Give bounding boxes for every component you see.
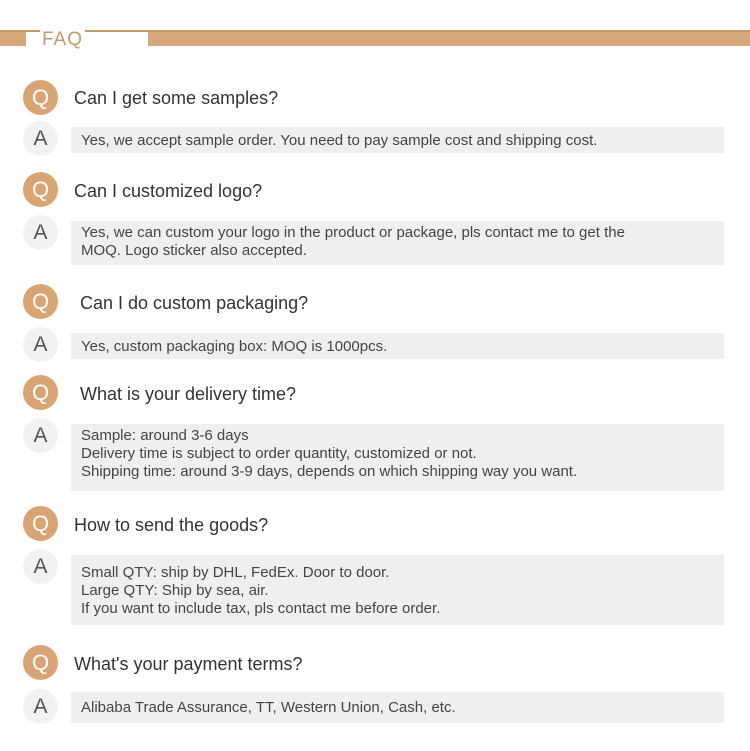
answer-box bbox=[71, 127, 724, 153]
answer-line: MOQ. Logo sticker also accepted. bbox=[81, 242, 307, 259]
answer-box bbox=[71, 333, 724, 359]
answer-line: Sample: around 3-6 days bbox=[81, 427, 249, 444]
question-marker-icon: Q bbox=[23, 80, 58, 115]
answer-box bbox=[71, 221, 724, 265]
answer-line: If you want to include tax, pls contact me before order. bbox=[81, 600, 441, 617]
question-text: What's your payment terms? bbox=[74, 654, 303, 674]
faq-title: FAQ bbox=[42, 29, 84, 50]
answer-line: Delivery time is subject to order quantity, customized or not. bbox=[81, 445, 477, 462]
answer-line: Yes, we can custom your logo in the product or package, pls contact me to get the bbox=[81, 224, 625, 241]
answer-box bbox=[71, 692, 724, 723]
answer-marker-icon: A bbox=[23, 549, 58, 584]
answer-marker-icon: A bbox=[23, 215, 58, 250]
header-accent-right bbox=[148, 32, 750, 46]
question-text: What is your delivery time? bbox=[80, 384, 297, 404]
question-marker-icon: Q bbox=[23, 172, 58, 207]
answer-line: Yes, we accept sample order. You need to pay sample cost and shipping cost. bbox=[81, 132, 598, 149]
question-text: Can I customized logo? bbox=[74, 181, 263, 201]
answer-line: Alibaba Trade Assurance, TT, Western Union, Cash, etc. bbox=[81, 699, 456, 716]
answer-line: Small QTY: ship by DHL, FedEx. Door to door. bbox=[81, 564, 390, 581]
answer-box bbox=[71, 424, 724, 491]
question-text: How to send the goods? bbox=[74, 515, 269, 535]
question-text: Can I get some samples? bbox=[74, 88, 279, 108]
question-marker-icon: Q bbox=[23, 645, 58, 680]
answer-line: Yes, custom packaging box: MOQ is 1000pcs. bbox=[81, 338, 388, 355]
answer-box bbox=[71, 555, 724, 625]
header-accent-left bbox=[0, 32, 26, 46]
question-marker-icon: Q bbox=[23, 375, 58, 410]
question-marker-icon: Q bbox=[23, 284, 58, 319]
answer-line: Shipping time: around 3-9 days, depends on which shipping way you want. bbox=[81, 463, 578, 480]
question-marker-icon: Q bbox=[23, 506, 58, 541]
answer-marker-icon: A bbox=[23, 689, 58, 724]
answer-line: Large QTY: Ship by sea, air. bbox=[81, 582, 269, 599]
answer-marker-icon: A bbox=[23, 121, 58, 156]
question-text: Can I do custom packaging? bbox=[80, 293, 309, 313]
answer-marker-icon: A bbox=[23, 418, 58, 453]
answer-marker-icon: A bbox=[23, 327, 58, 362]
